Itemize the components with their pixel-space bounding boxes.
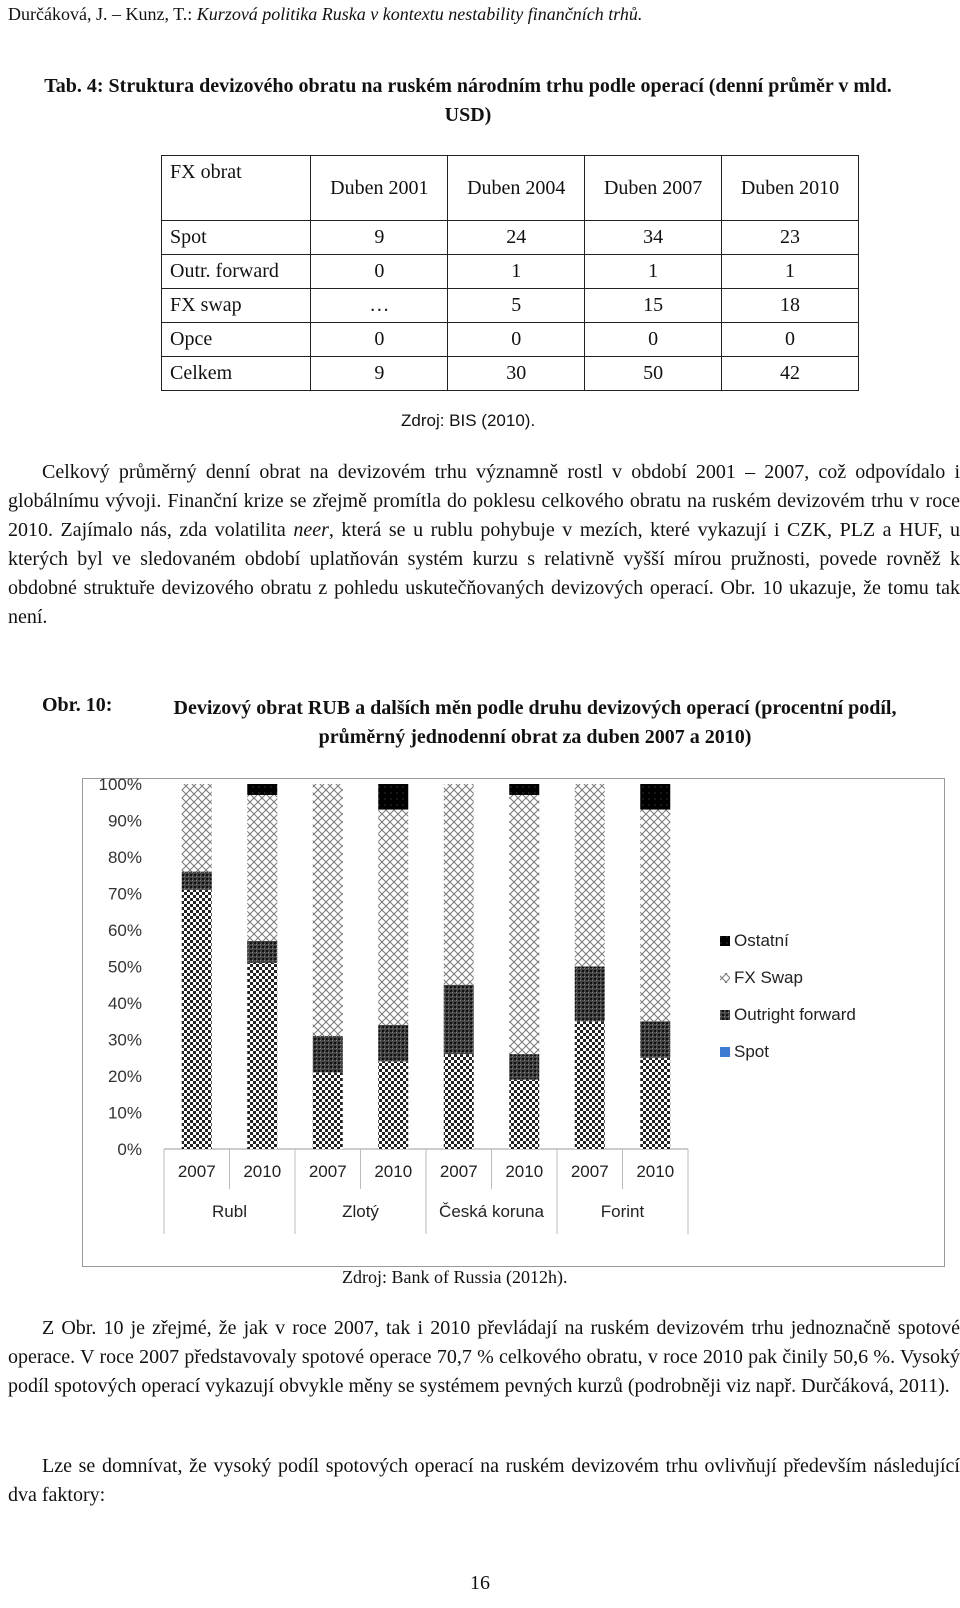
y-tick-label: 10% — [107, 1103, 142, 1123]
table-cell: 0 — [311, 323, 448, 357]
table-header-row — [162, 156, 859, 221]
paragraph-1 — [8, 458, 960, 632]
bar-segment-spot — [313, 1072, 343, 1149]
bar-segment-outright-forward — [444, 985, 474, 1054]
col-header-fx: FX obrat — [162, 156, 311, 221]
running-header — [8, 4, 642, 25]
x-tick-label: 2010 — [243, 1162, 282, 1181]
x-group-label: Forint — [600, 1202, 645, 1221]
x-group-label: Zlotý — [342, 1202, 379, 1221]
bar-segment-fx-swap — [247, 795, 277, 941]
x-tick-label: 2007 — [570, 1162, 609, 1181]
figure-title: Devizový obrat RUB a dalších měn podle druhu devizových operací (procentní podíl, průměrný jednodenní obrat za duben 2007 a 2010) — [173, 697, 897, 748]
y-tick-label: 30% — [107, 1030, 142, 1050]
table-cell: 9 — [311, 357, 448, 391]
bar-segment-outright-forward — [182, 872, 212, 890]
bar-segment-fx-swap — [640, 810, 670, 1022]
y-tick-label: 40% — [107, 994, 142, 1013]
bar-segment-spot — [182, 890, 212, 1149]
table-cell: 42 — [722, 357, 859, 391]
table-cell: 9 — [311, 221, 448, 255]
bar-segment-fx-swap — [182, 784, 212, 872]
col-header: Duben 2007 — [585, 156, 722, 221]
legend-swatch — [720, 1010, 730, 1020]
row-label: Spot — [162, 221, 311, 255]
stacked-bar-chart — [82, 778, 946, 1268]
table-cell: 0 — [448, 323, 585, 357]
table-cell: 1 — [585, 255, 722, 289]
header-authors: Durčáková, J. – Kunz, T.: — [8, 4, 197, 24]
y-tick-label: 100% — [98, 778, 142, 794]
page-number: 16 — [470, 1572, 490, 1594]
row-label: FX swap — [162, 289, 311, 323]
bar-segment-ostatní — [640, 784, 670, 810]
bar-segment-outright-forward — [378, 1025, 408, 1062]
table-cell: 34 — [585, 221, 722, 255]
table-cell: 1 — [448, 255, 585, 289]
figure-source: Zdroj: Bank of Russia (2012h). — [342, 1267, 568, 1287]
table-row — [162, 323, 859, 357]
y-tick-label: 20% — [107, 1067, 142, 1086]
x-tick-label: 2007 — [177, 1162, 216, 1181]
x-tick-label: 2010 — [374, 1162, 413, 1181]
x-group-label: Česká koruna — [439, 1202, 544, 1221]
table-row — [162, 255, 859, 289]
table-row — [162, 357, 859, 391]
x-tick-label: 2007 — [308, 1162, 347, 1181]
bar-segment-fx-swap — [575, 784, 605, 967]
table-caption: Tab. 4: Struktura devizového obratu na ruském národním trhu podle operací (denní průměr v mld. USD) — [44, 75, 892, 126]
x-tick-label: 2010 — [505, 1162, 544, 1181]
paragraph-3-text: Lze se domnívat, že vysoký podíl spotových operací na ruském devizovém trhu ovlivňují především následující dva faktory: — [8, 1455, 960, 1506]
legend-label: Ostatní — [734, 931, 789, 950]
bar-segment-ostatní — [247, 784, 277, 795]
legend-label: Outright forward — [734, 1005, 856, 1024]
paragraph-1-text-b: , která se u rublu pohybuje v mezích, které vykazují i CZK, PLZ a HUF, u kterých byl ve sledovaném období uplatňován systém kurzu s relativně vyšší mírou pružnosti, povede rovněž k obdobné struktuře devizového obratu z pohledu uskutečňovaných devizových operací. Obr. 10 ukazuje, že tomu tak není. — [8, 519, 960, 628]
paragraph-1-em: neer — [293, 519, 329, 541]
table-cell: 1 — [722, 255, 859, 289]
legend-label: Spot — [734, 1042, 769, 1061]
x-group-label: Rubl — [212, 1202, 247, 1221]
y-tick-label: 90% — [107, 811, 142, 831]
bar-segment-outright-forward — [313, 1036, 343, 1073]
table-cell: 0 — [722, 323, 859, 357]
table-cell: 23 — [722, 221, 859, 255]
bar-segment-ostatní — [509, 784, 539, 795]
bar-segment-spot — [575, 1021, 605, 1149]
bar-segment-fx-swap — [444, 784, 474, 985]
legend-label: FX Swap — [734, 968, 803, 987]
col-header: Duben 2001 — [311, 156, 448, 221]
header-title: Kurzová politika Ruska v kontextu nestability finančních trhů. — [196, 4, 643, 24]
x-tick-label: 2007 — [439, 1162, 478, 1181]
col-header: Duben 2004 — [448, 156, 585, 221]
bar-segment-spot — [247, 963, 277, 1149]
y-tick-label: 50% — [107, 957, 142, 977]
figure-label: Obr. 10: — [42, 694, 113, 716]
row-label: Celkem — [162, 357, 311, 391]
table-cell: 30 — [448, 357, 585, 391]
bar-segment-fx-swap — [509, 795, 539, 1054]
table-cell: 5 — [448, 289, 585, 323]
fx-turnover-table — [161, 155, 859, 391]
bar-segment-outright-forward — [575, 967, 605, 1022]
bar-segment-outright-forward — [509, 1054, 539, 1080]
row-label: Outr. forward — [162, 255, 311, 289]
col-header: Duben 2010 — [722, 156, 859, 221]
paragraph-2 — [8, 1314, 960, 1401]
bar-segment-ostatní — [378, 784, 408, 810]
paragraph-2-text: Z Obr. 10 je zřejmé, že jak v roce 2007, tak i 2010 převládají na ruském devizovém trhu jednoznačně spotové operace. V roce 2007 představovaly spotové operace 70,7 % celkového obratu, v roce 2010 pak činily 50,6 %. Vysoký podíl spotových operací vykazují obvykle měny se systémem pevných kurzů (podrobněji viz např. Durčáková, 2011). — [8, 1317, 960, 1397]
legend-swatch — [720, 973, 730, 983]
bar-segment-outright-forward — [247, 941, 277, 963]
paragraph-1-text-a: Celkový průměrný denní obrat na devizovém trhu významně rostl v období 2001 – 2007, což odpovídalo i globálnímu vývoji. Finanční krize se zřejmě promítla do poklesu celkového obratu na ruském devizovém trhu v roce 2010. Zajímalo nás, zda volatilita — [8, 461, 960, 541]
x-tick-label: 2010 — [636, 1162, 675, 1181]
legend-swatch — [720, 936, 730, 946]
y-tick-label: 60% — [107, 921, 142, 940]
bar-segment-fx-swap — [378, 810, 408, 1025]
table-row — [162, 221, 859, 255]
bar-segment-spot — [444, 1054, 474, 1149]
bar-segment-spot — [378, 1061, 408, 1149]
table-cell: 15 — [585, 289, 722, 323]
y-tick-label: 80% — [107, 848, 142, 867]
y-tick-label: 70% — [107, 884, 142, 904]
paragraph-3 — [8, 1452, 960, 1510]
table-row — [162, 289, 859, 323]
table-cell: … — [311, 289, 448, 323]
y-tick-label: 0% — [117, 1140, 142, 1159]
table-cell: 18 — [722, 289, 859, 323]
legend-swatch — [720, 1047, 730, 1057]
table-cell: 24 — [448, 221, 585, 255]
bar-segment-spot — [640, 1058, 670, 1149]
row-label: Opce — [162, 323, 311, 357]
table-source: Zdroj: BIS (2010). — [401, 411, 536, 430]
table-cell: 50 — [585, 357, 722, 391]
table-cell: 0 — [585, 323, 722, 357]
bar-segment-outright-forward — [640, 1021, 670, 1058]
table-cell: 0 — [311, 255, 448, 289]
bar-segment-spot — [509, 1080, 539, 1149]
bar-segment-fx-swap — [313, 784, 343, 1036]
